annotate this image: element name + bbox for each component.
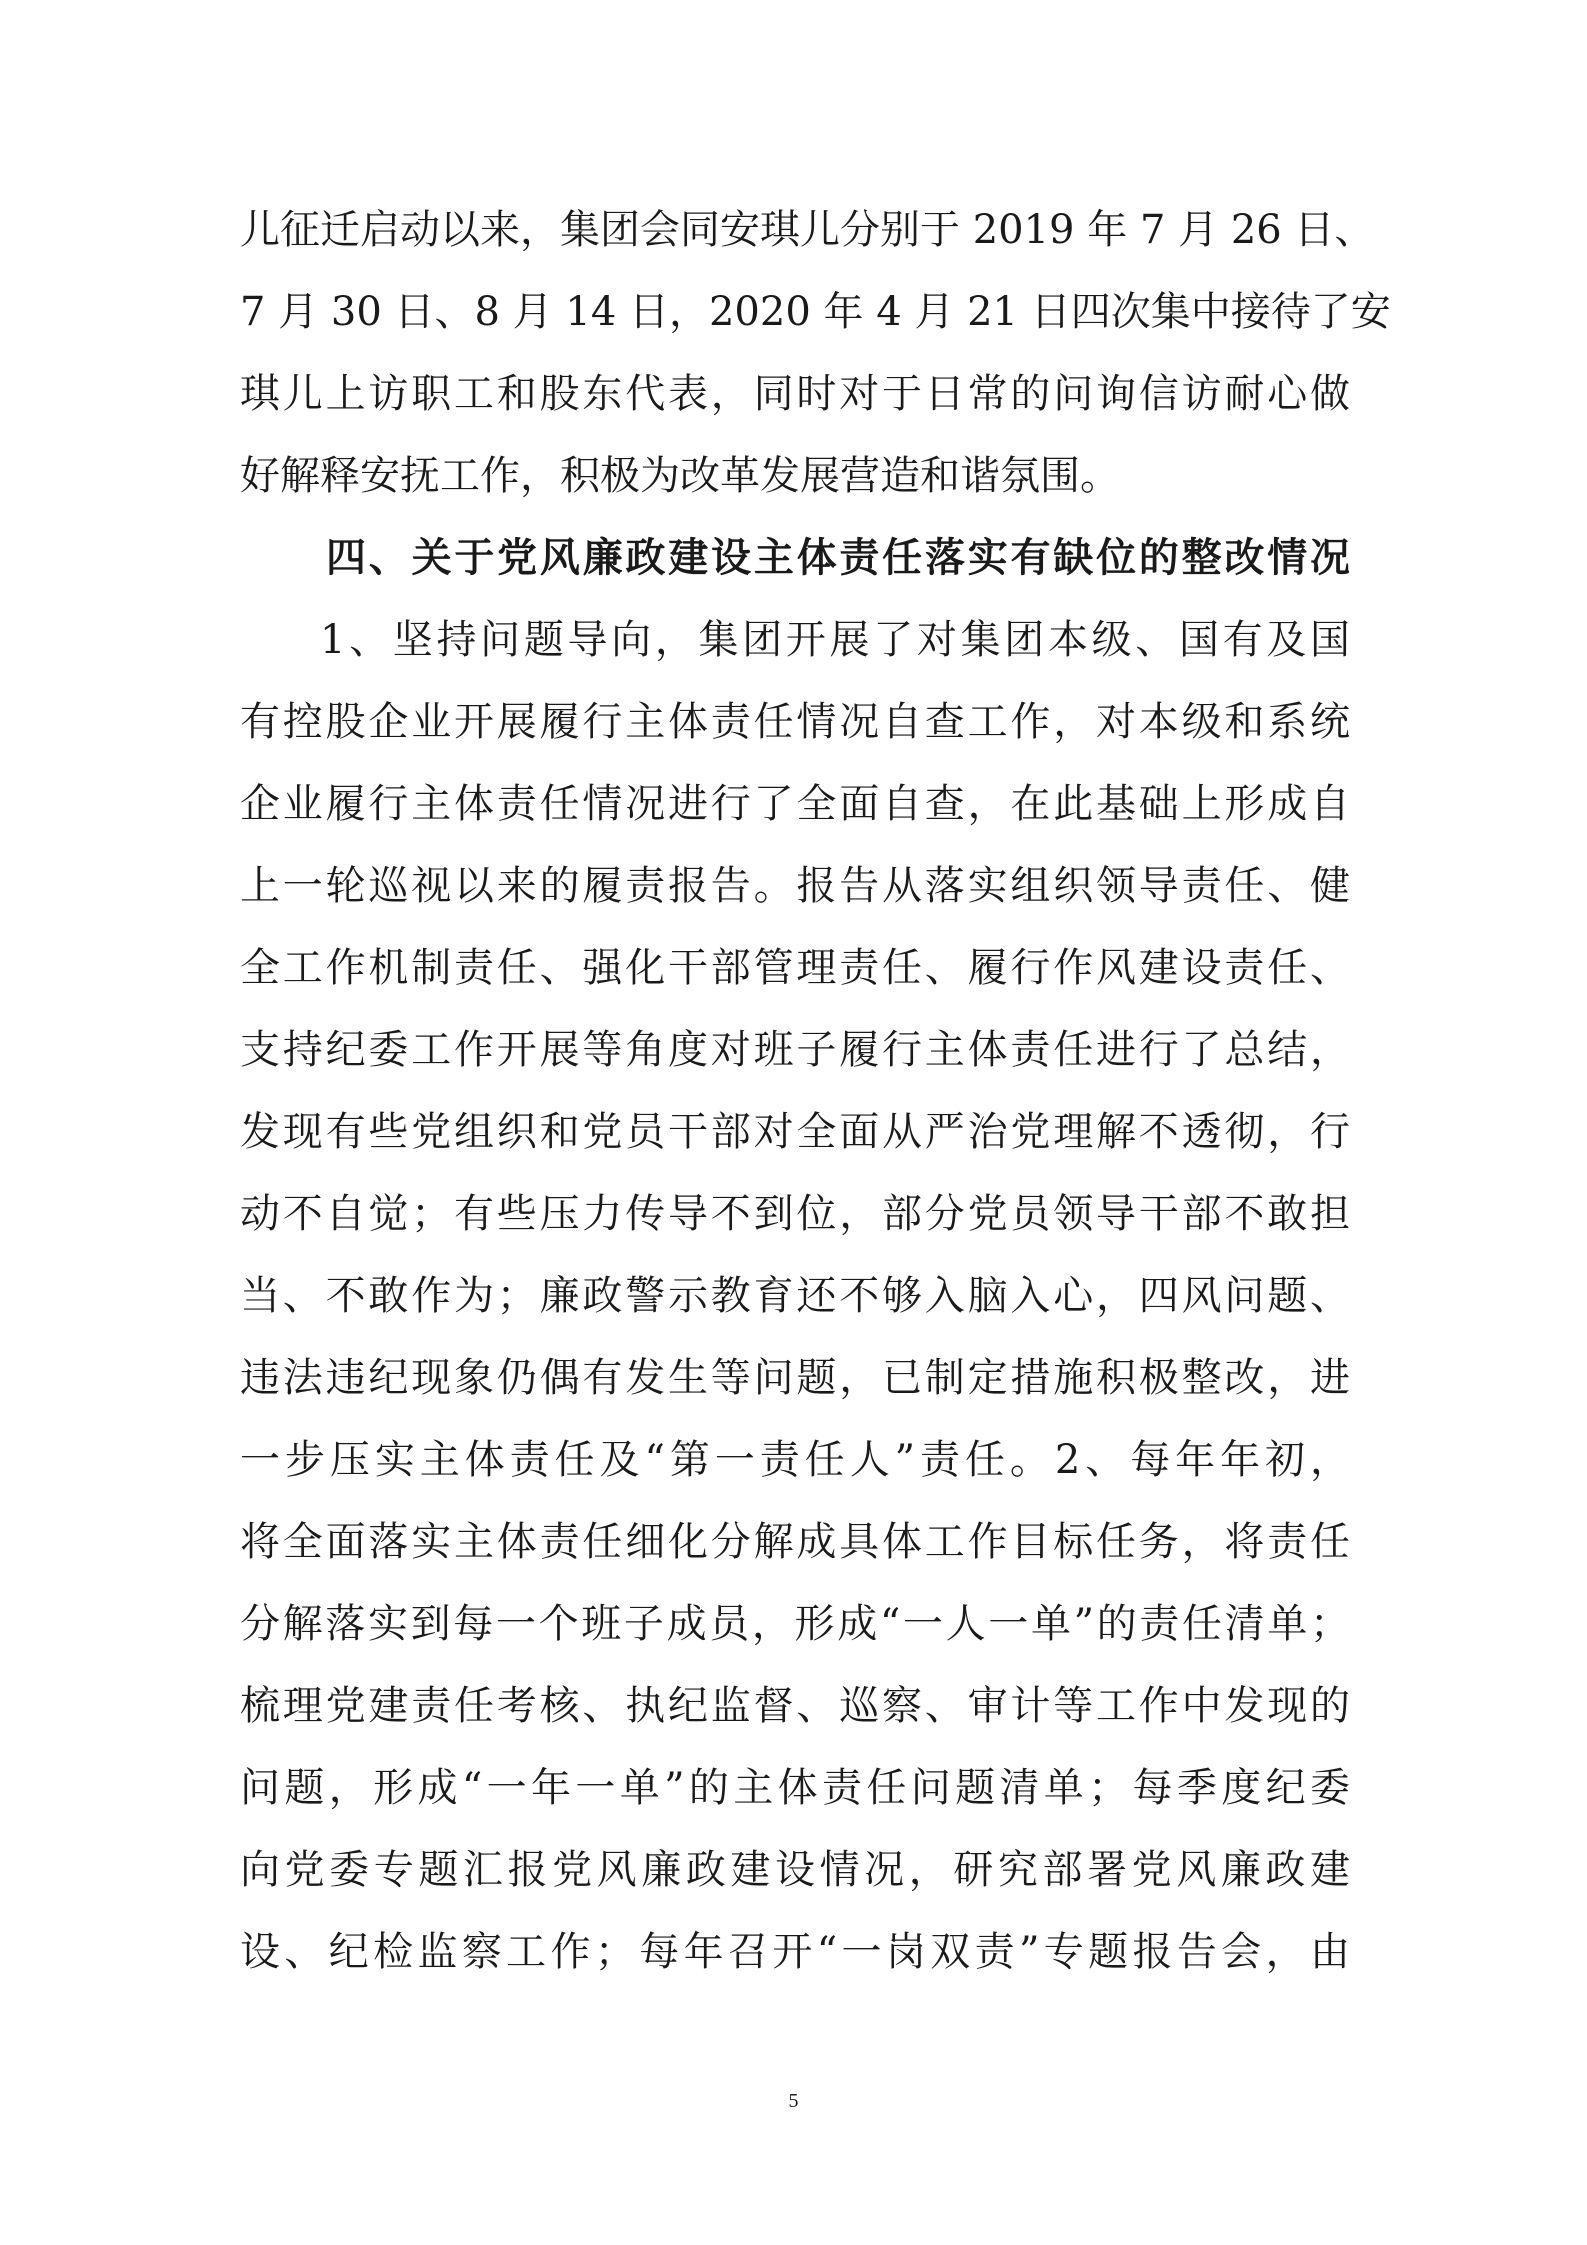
text-line: 当、不敢作为；廉政警示教育还不够入脑入心，四风问题、 [240, 1273, 1350, 1319]
text-line: 1、坚持问题导向，集团开展了对集团本级、国有及国 [320, 617, 1350, 663]
section-heading: 四、关于党风廉政建设主体责任落实有缺位的整改情况 [326, 535, 1350, 581]
text-line: 企业履行主体责任情况进行了全面自查，在此基础上形成自 [240, 781, 1350, 827]
text-line: 分解落实到每一个班子成员，形成“一人一单”的责任清单； [240, 1601, 1350, 1647]
text-line: 发现有些党组织和党员干部对全面从严治党理解不透彻，行 [240, 1109, 1350, 1155]
text-line: 一步压实主体责任及“第一责任人”责任。2、每年年初， [240, 1437, 1350, 1483]
text-line: 向党委专题汇报党风廉政建设情况，研究部署党风廉政建 [240, 1847, 1350, 1893]
text-line: 好解释安抚工作，积极为改革发展营造和谐氛围。 [240, 453, 1120, 499]
text-line: 问题，形成“一年一单”的主体责任问题清单；每季度纪委 [240, 1765, 1350, 1811]
text-line: 设、纪检监察工作；每年召开“一岗双责”专题报告会，由 [240, 1929, 1350, 1975]
text-line: 支持纪委工作开展等角度对班子履行主体责任进行了总结， [240, 1027, 1350, 1073]
text-line: 将全面落实主体责任细化分解成具体工作目标任务，将责任 [240, 1519, 1350, 1565]
text-line: 梳理党建责任考核、执纪监督、巡察、审计等工作中发现的 [240, 1683, 1350, 1729]
text-line: 7 月 30 日、8 月 14 日，2020 年 4 月 21 日四次集中接待了安 [240, 289, 1391, 335]
text-line: 有控股企业开展履行主体责任情况自查工作，对本级和系统 [240, 699, 1350, 745]
text-line: 上一轮巡视以来的履责报告。报告从落实组织领导责任、健 [240, 863, 1350, 909]
text-line: 违法违纪现象仍偶有发生等问题，已制定措施积极整改，进 [240, 1355, 1350, 1401]
text-line: 全工作机制责任、强化干部管理责任、履行作风建设责任、 [240, 945, 1350, 991]
text-line: 儿征迁启动以来，集团会同安琪儿分别于 2019 年 7 月 26 日、 [240, 207, 1375, 253]
page-number: 5 [788, 2090, 799, 2112]
text-line: 动不自觉；有些压力传导不到位，部分党员领导干部不敢担 [240, 1191, 1350, 1237]
text-line: 琪儿上访职工和股东代表，同时对于日常的问询信访耐心做 [240, 371, 1350, 417]
